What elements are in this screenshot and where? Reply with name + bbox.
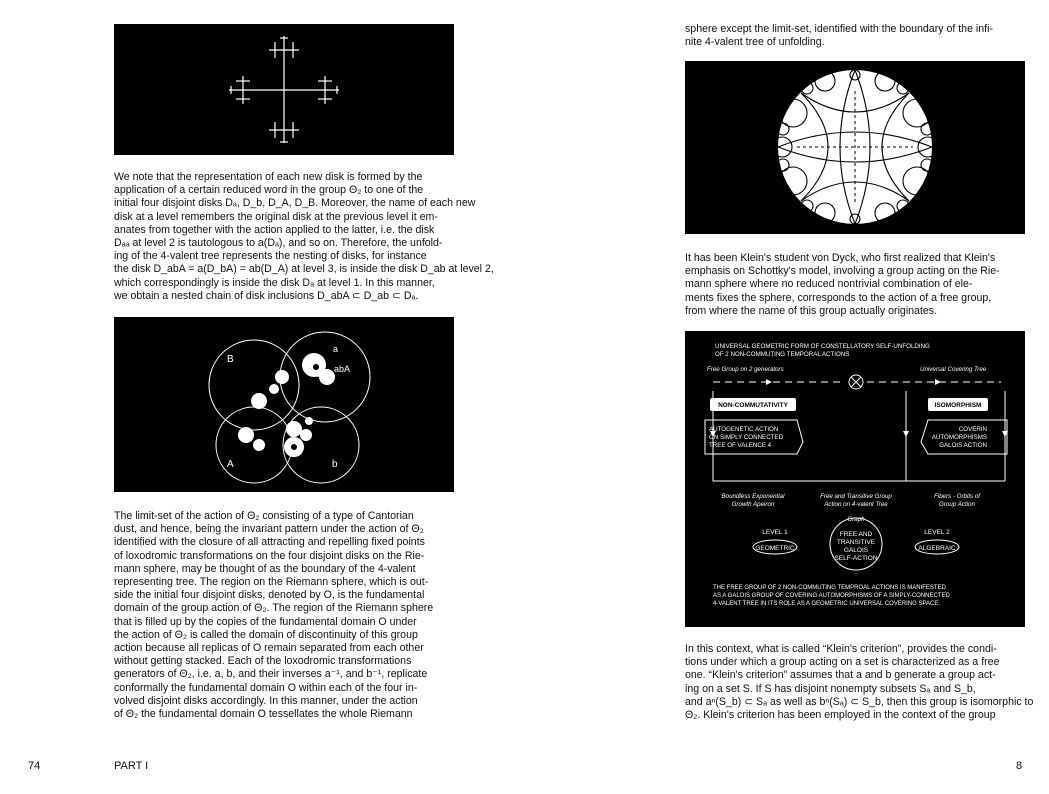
galois-line-3: GALOIS bbox=[843, 547, 869, 554]
geometric-label: GEOMETRIC bbox=[755, 545, 795, 552]
badge-non-commutativity: NON-COMMUTATIVITY bbox=[718, 402, 788, 409]
disk-label-B: B bbox=[227, 354, 234, 365]
covering-line-3: GALOIS ACTION bbox=[939, 442, 987, 449]
algebraic-label: ALGEBRAIC bbox=[918, 545, 956, 552]
tree-cross-graphic bbox=[114, 24, 454, 155]
diagram-title-1: UNIVERSAL GEOMETRIC FORM OF CONSTELLATORY SELF-UNFOLDING bbox=[715, 343, 930, 350]
autogenetic-line-1: AUTOGENETIC ACTION bbox=[709, 426, 779, 433]
galois-line-4: SELF-ACTION bbox=[834, 555, 878, 562]
free-transitive-line-2: Action on 4-valent Tree bbox=[824, 501, 888, 508]
left-paragraph-disks: We note that the representation of each new disk is formed by the application of a certain reduced word in the group Θ₂ to one of the initial four disjoint disks Dₐ, D_b, D_A, D_B. Moreover, the name of each new disk at a level remembers the original disk at the previous level it em- anates from together with the action applied to the latter, i.e. the disk Dₐₐ at level 2 is tautologous to a(Dₐ), and so on. Therefore, the unfold- ing of the 4-valent tree represents the nesting of disks, for instance the disk D_abA = a(D_bA) = ab(D_A) at level 3, is inside the disk D_ab at level 2, which correspondingly is inside the disk Dₐ at level 1. In this manner, we obtain a nested chain of disk inclusions D_abA ⊂ D_ab ⊂ Dₐ. bbox=[114, 171, 494, 302]
label-universal-tree: Universal Covering Tree bbox=[920, 366, 987, 373]
disk-label-A: A bbox=[227, 459, 234, 470]
right-paragraph-von-dyck: It has been Klein's student von Dyck, who first realized that Klein's emphasis on Schottky's model, involving a group acting on the Rie- mann sphere where no reduced nontrivial combination of ele- ments fixes the sphere, corresponds to the action of a free group, from where the name of this group actually originates. bbox=[685, 252, 1000, 317]
left-paragraph-limit-set: The limit-set of the action of Θ₂ consisting of a type of Cantorian dust, and hence, being the invariant pattern under the action of Θ₂ identified with the closure of all attracting and repelling fixed points of loxodromic transformations on the four disjoint disks on the Rie- mann sphere, may be thought of as the boundary of the 4-valent representing tree. The region on the Riemann sphere, which is out- side the initial four disjoint disks, denoted by O, is the fundamental domain of the group action of Θ₂. The region of the Riemann sphere that is filled up by the copies of the fundamental domain O under the action of Θ₂ is called the domain of discontinuity of this group action because all replicas of O remain separated from each other without getting stacked. Each of the loxodromic transformations generators of Θ₂, i.e. a, b, and their inverses a⁻¹, and b⁻¹, replicate conformally the fundamental domain O within each of the four in- volved disjoint disks accordingly. In this manner, under the action of Θ₂ the fundamental domain O tessellates the whole Riemann bbox=[114, 510, 434, 721]
autogenetic-line-2: ON SIMPLY CONNECTED bbox=[709, 434, 784, 441]
covering-line-2: AUTOMORPHISMS bbox=[931, 434, 987, 441]
level-1-label: LEVEL 1 bbox=[762, 529, 788, 536]
right-paragraph-top: sphere except the limit-set, identified with the boundary of the infi- nite 4-valent tree of unfolding. bbox=[685, 23, 993, 49]
figure-hyperbolic-disk bbox=[685, 61, 1025, 234]
label-free-group: Free Group on 2 generators bbox=[707, 366, 784, 373]
level-2-label: LEVEL 2 bbox=[924, 529, 950, 536]
disk-label-a: a bbox=[333, 344, 339, 354]
free-group-diagram bbox=[685, 331, 1025, 627]
free-transitive-line-1: Free and Transitive Group bbox=[820, 493, 892, 500]
diagram-footnote-1: THE FREE GROUP OF 2 NON-COMMUTING TEMPROAL ACTIONS IS MANIFESTED bbox=[713, 585, 946, 591]
galois-line-1: FREE AND bbox=[839, 531, 873, 538]
figure-nested-disks bbox=[114, 317, 454, 492]
badge-isomorphism: ISOMORPHISM bbox=[934, 402, 982, 409]
graph-label: Graph bbox=[847, 516, 865, 523]
galois-line-2: TRANSITIVE bbox=[836, 539, 876, 546]
autogenetic-line-3: TREE OF VALENCE 4 bbox=[709, 442, 772, 449]
hyperbolic-disk-graphic bbox=[685, 61, 1025, 234]
fibers-line-2: Group Action bbox=[939, 501, 975, 508]
figure-diagram-free-group bbox=[685, 331, 1025, 627]
nested-disks-graphic bbox=[114, 317, 454, 492]
fibers-line-1: Fibers - Orbits of bbox=[933, 493, 981, 500]
diagram-footnote-2: AS A GALOIS GROUP OF COVERING AUTOMORPHISMS OF A SIMPLY-CONNECTED bbox=[713, 593, 950, 599]
section-title: PART I bbox=[114, 760, 149, 772]
covering-line-1: COVERIN bbox=[958, 426, 987, 433]
disk-label-b: b bbox=[332, 459, 338, 470]
left-page-number: 74 bbox=[28, 760, 41, 772]
diagram-footnote-3: 4-VALENT TREE IN ITS ROLE AS A GEOMETRIC UNIVERSAL COVERING SPACE. bbox=[713, 601, 941, 607]
boundless-line-1: Boundless Exponential bbox=[721, 493, 785, 500]
right-page-number: 8 bbox=[1016, 760, 1023, 772]
right-paragraph-klein-criterion: In this context, what is called “Klein's criterion”, provides the condi- tions under which a group acting on a set is characterized as a free one. “Klein's criterion” assumes that a and b generate a group act- ing on a set S. If S has disjoint nonempty subsets Sₐ and S_b, and aⁿ(S_b) ⊂ Sₐ as well as bⁿ(Sₐ) ⊂ S_b, then this group is isomorphic to Θ₂. Klein's criterion has been employed in the context of the group bbox=[685, 643, 1034, 722]
diagram-title-2: OF 2 NON-COMMUTING TEMPORAL ACTIONS bbox=[715, 351, 850, 358]
boundless-line-2: Growth Apeiron bbox=[731, 501, 775, 508]
figure-tree-cross bbox=[114, 24, 454, 155]
disk-label-abA: abA bbox=[334, 364, 351, 374]
